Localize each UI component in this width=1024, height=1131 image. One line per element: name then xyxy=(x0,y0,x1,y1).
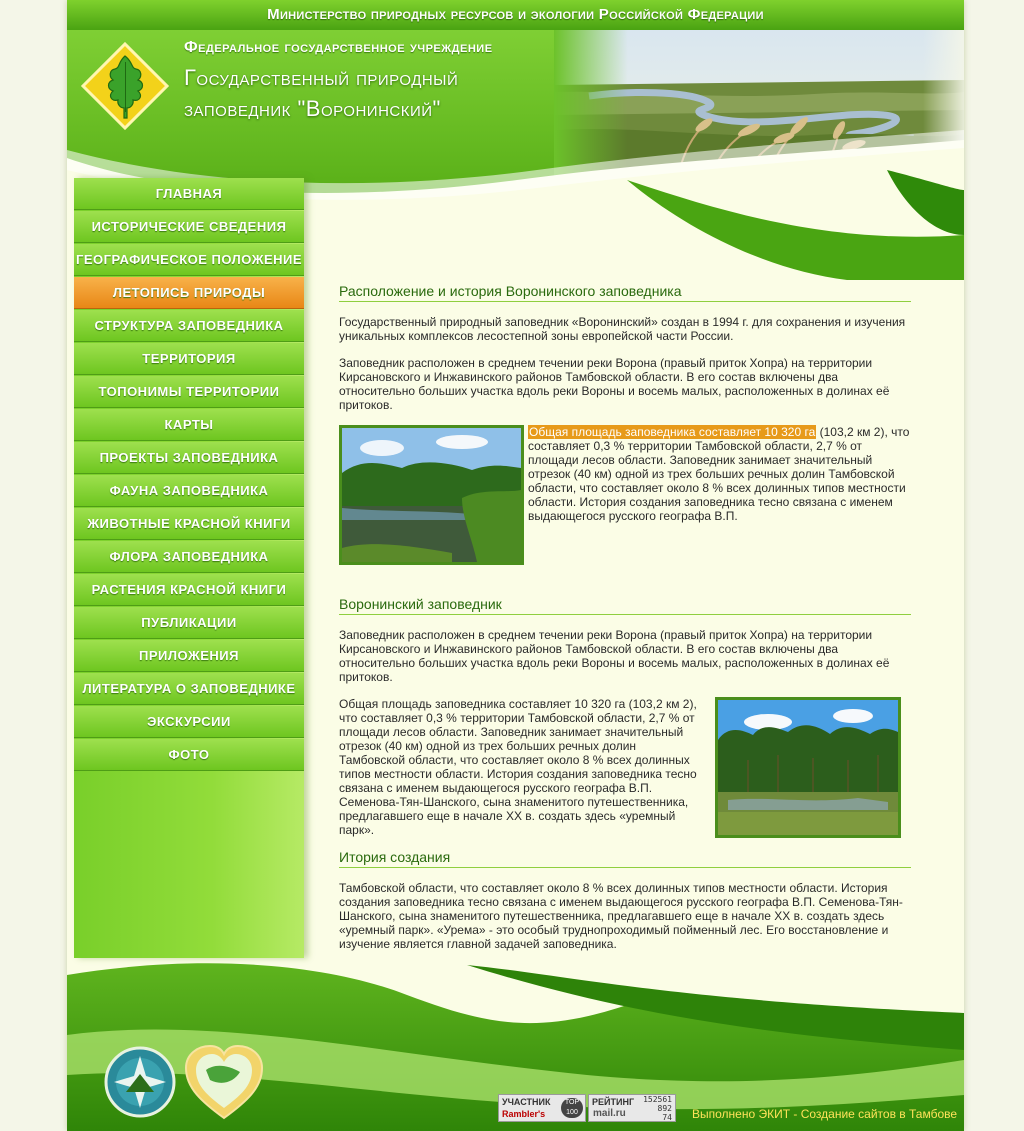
section2-paragraph-2: Общая площадь заповедника составляет 10 320 га (103,2 км 2), что составляет 0,3 % территории Тамбовской области, 2,7 % от площади лесов области. Заповедник занимает значительный отрезок (40 км) одной из трех больших речных долин Тамбовской области, что составляет около 8 % всех долинных типов местности области. История создания заповедника тесно связана с именем выдающегося русского географа В.П. Семенова-Тян-Шанского, сына знаменитого путешественника, предлагавшего еще в начале XX в. создать здесь «уремный парк». xyxy=(339,697,697,837)
nav-item-red-book-animals[interactable]: ЖИВОТНЫЕ КРАСНОЙ КНИГИ xyxy=(74,508,304,540)
section-title-voroninsky: Воронинский заповедник xyxy=(339,597,911,615)
header-line-institution: Федеральное государственное учреждение xyxy=(184,39,493,56)
section1-paragraph-2: Заповедник расположен в среднем течении реки Ворона (правый приток Хопра) на территории Кирсановского и Инжавинского районов Тамбовской области. В его состав включены два относительно больших участка вдоль реки Вороны и восемь малых, расположенных в долинах её притоков. xyxy=(339,356,890,412)
nav-item-history[interactable]: ИСТОРИЧЕСКИЕ СВЕДЕНИЯ xyxy=(74,211,304,243)
ministry-bar: Министерство природных ресурсов и экологии Российской Федерации xyxy=(67,0,964,31)
pine-forest-image xyxy=(718,700,898,835)
nav-item-fauna[interactable]: ФАУНА ЗАПОВЕДНИКА xyxy=(74,475,304,507)
section1-paragraph-1: Государственный природный заповедник «Воронинский» создан в 1994 г. для сохранения и изучения уникальных комплексов лесостепной зоны европейской части России. xyxy=(339,315,906,343)
main-nav xyxy=(74,178,304,771)
header-line-subtitle: заповедник "Воронинский" xyxy=(184,96,441,121)
reserves-of-russia-emblem[interactable] xyxy=(104,1046,176,1118)
nav-item-glavnaya[interactable]: ГЛАВНАЯ xyxy=(74,178,304,210)
header-line-title: Государственный природный xyxy=(184,65,459,90)
page xyxy=(67,0,964,1131)
nav-item-toponyms[interactable]: ТОПОНИМЫ ТЕРРИТОРИИ xyxy=(74,376,304,408)
nav-item-publications[interactable]: ПУБЛИКАЦИИ xyxy=(74,607,304,639)
highlighted-area-text: Общая площадь заповедника составляет 10 320 га xyxy=(529,425,816,439)
section-title-creation-history: Итория создания xyxy=(339,850,911,868)
footer-credit-link[interactable]: Выполнено ЭКИТ - Создание сайтов в Тамбове xyxy=(692,1107,958,1121)
section2-paragraph-1: Заповедник расположен в среднем течении реки Ворона (правый приток Хопра) на территории Кирсановского и Инжавинского районов Тамбовской области. В его состав включены два относительно больших участка вдоль реки Вороны и восемь малых, расположенных в долинах её притоков. xyxy=(339,628,890,684)
nav-item-projects[interactable]: ПРОЕКТЫ ЗАПОВЕДНИКА xyxy=(74,442,304,474)
nav-item-structure[interactable]: СТРУКТУРА ЗАПОВЕДНИКА xyxy=(74,310,304,342)
biodiversity-heart-emblem[interactable] xyxy=(182,1040,266,1124)
nav-item-geography[interactable]: ГЕОГРАФИЧЕСКОЕ ПОЛОЖЕНИЕ xyxy=(74,244,304,276)
nav-item-red-book-plants[interactable]: РАСТЕНИЯ КРАСНОЙ КНИГИ xyxy=(74,574,304,606)
rambler-top100-counter[interactable]: УЧАСТНИК Rambler's TOP 100 xyxy=(498,1094,586,1122)
nav-item-flora[interactable]: ФЛОРА ЗАПОВЕДНИКА xyxy=(74,541,304,573)
lake-forest-image xyxy=(342,428,521,562)
nav-item-maps[interactable]: КАРТЫ xyxy=(74,409,304,441)
nav-item-excursions[interactable]: ЭКСКУРСИИ xyxy=(74,706,304,738)
nav-item-photo[interactable]: ФОТО xyxy=(74,739,304,771)
main-content xyxy=(339,284,911,964)
lake-forest-photo xyxy=(339,425,524,565)
pine-forest-photo xyxy=(715,697,901,838)
nav-item-nature-chronicle[interactable]: ЛЕТОПИСЬ ПРИРОДЫ xyxy=(74,277,304,309)
section1-paragraph-3-rest: (103,2 км 2), что составляет 0,3 % территории Тамбовской области, 2,7 % от площади лесов области. Заповедник занимает значительный отрезок (40 км) одной из трех больших речных долин Тамбовской области, что составляет около 8 % всех долинных типов местности области. История создания заповедника тесно связана с именем выдающегося русского географа В.П. xyxy=(528,425,910,523)
section3-paragraph-1: Тамбовской области, что составляет около 8 % всех долинных типов местности области. История создания заповедника тесно связана с именем выдающегося русского географа В.П. Семенова-Тян-Шанского, сына знаменитого путешественника, предлагавшего еще в начале XX в. создать здесь «уремный парк». «Урема» - это особый труднопроходимый пойменный лес. Его восстановление и изучение является главной задачей заповедника. xyxy=(339,881,903,951)
nav-item-territory[interactable]: ТЕРРИТОРИЯ xyxy=(74,343,304,375)
mailru-rating-counter[interactable]: РЕЙТИНГ 152561 892 74 mail.ru xyxy=(588,1094,676,1122)
nav-item-appendices[interactable]: ПРИЛОЖЕНИЯ xyxy=(74,640,304,672)
sidebar xyxy=(74,178,304,958)
nav-item-literature[interactable]: ЛИТЕРАТУРА О ЗАПОВЕДНИКЕ xyxy=(74,673,304,705)
section-title-location-history: Расположение и история Воронинского заповедника xyxy=(339,284,911,302)
